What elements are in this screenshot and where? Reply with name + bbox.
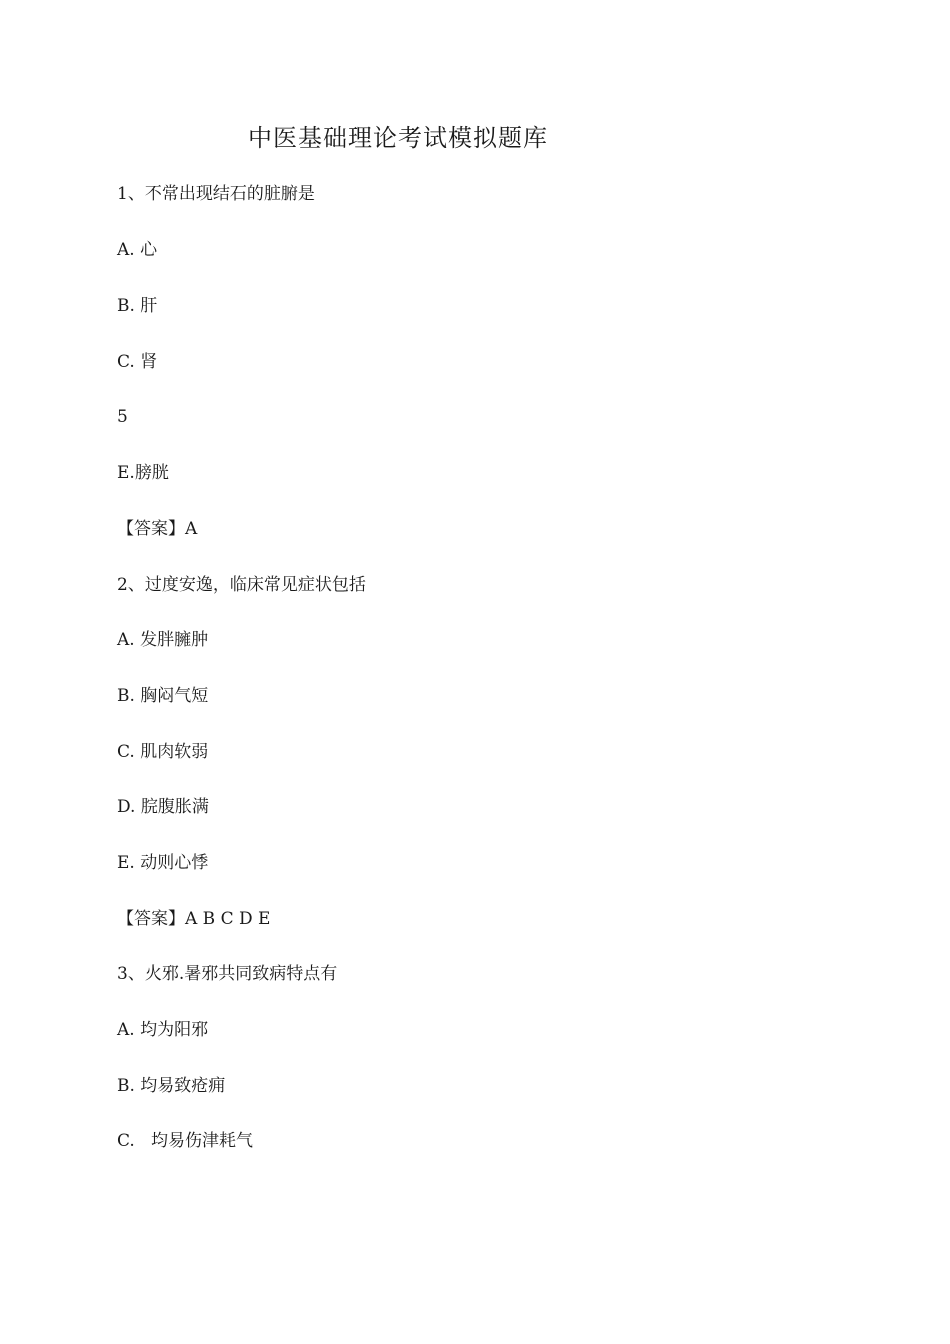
question-3-option-a: A. 均为阳邪 xyxy=(117,1020,209,1040)
question-3-option-c: C. 均易伤津耗气 xyxy=(117,1131,254,1151)
question-1-stem: 1、不常出现结石的脏腑是 xyxy=(117,184,315,204)
question-2-option-a: A. 发胖臃肿 xyxy=(117,630,209,650)
question-1-option-d: 5 xyxy=(117,407,128,427)
question-2-option-b: B. 胸闷气短 xyxy=(117,686,209,706)
question-1-option-a: A. 心 xyxy=(117,240,158,260)
question-3-stem: 3、火邪.暑邪共同致病特点有 xyxy=(117,964,338,984)
question-1-option-b: B. 肝 xyxy=(117,296,158,316)
question-2-stem: 2、过度安逸，临床常见症状包括 xyxy=(117,575,366,595)
question-2-option-e: E. 动则心悸 xyxy=(117,853,209,873)
question-3-option-b: B. 均易致疮痈 xyxy=(117,1076,226,1096)
page-title: 中医基础理论考试模拟题库 xyxy=(248,124,548,152)
question-1-answer: 【答案】A xyxy=(117,519,198,539)
question-2-option-c: C. 肌肉软弱 xyxy=(117,742,209,762)
question-1-option-e: E.膀胱 xyxy=(117,463,169,483)
question-2-answer: 【答案】A B C D E xyxy=(117,909,271,929)
question-1-option-c: C. 肾 xyxy=(117,352,158,372)
question-2-option-d: D. 脘腹胀满 xyxy=(117,797,209,817)
